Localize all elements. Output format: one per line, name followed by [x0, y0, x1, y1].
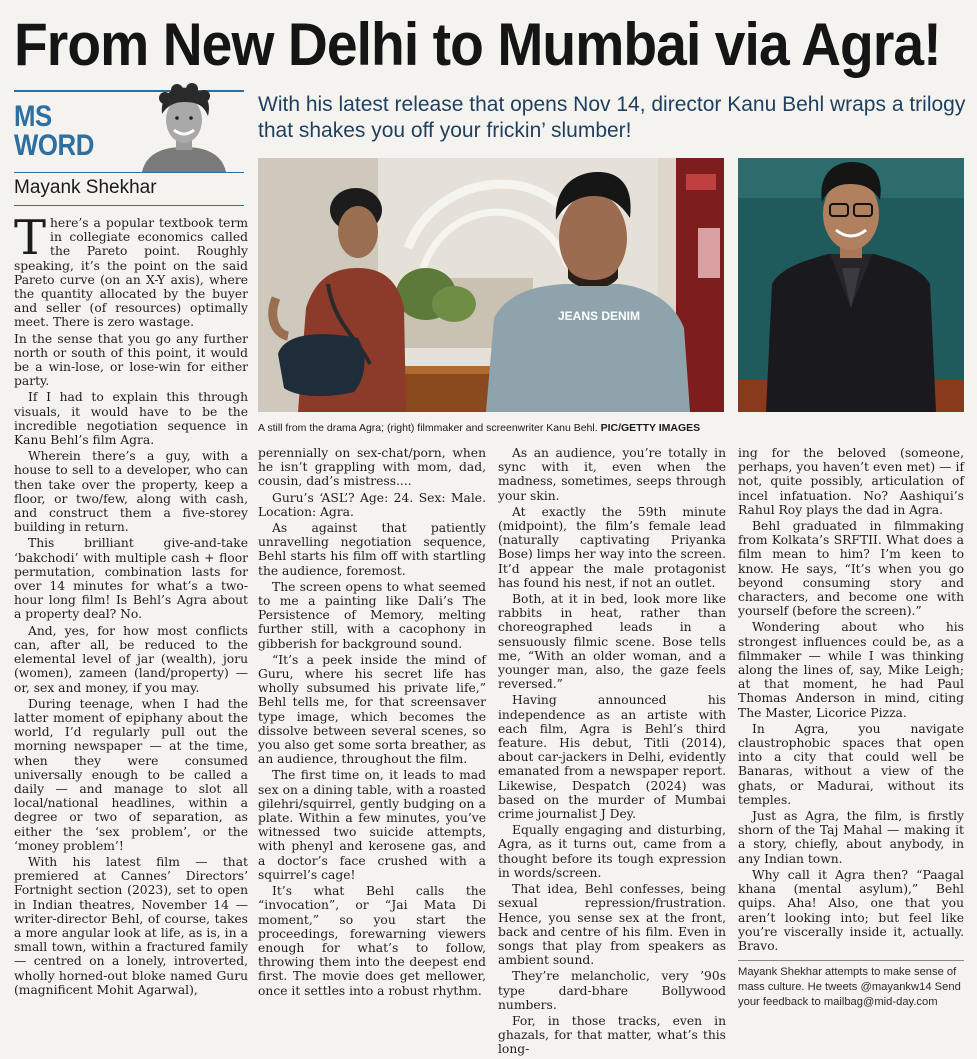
photo-caption — [258, 421, 970, 435]
paragraph: The first time on, it leads to mad sex on a dining table, with a roasted gilehri/squirrel, gently budging on a plate. Within a few minutes, you’ve witnessed two suicide attempts, with phenyl and kerosene gas, and a doctor’s face crushed with a squirrel’s cage! — [258, 768, 486, 882]
headline: From New Delhi to Mumbai via Agra! — [14, 11, 941, 78]
tagline-rule — [738, 960, 964, 961]
author-tagline — [738, 965, 964, 1010]
paragraph: Having announced his independence as an artiste with each film, Agra is Behl’s third feature. His debut, Titli (2014), about car-jackers in Delhi, evidently emanated from a newspaper report. Likewise, Despatch (2024) was based on the murder of Mumbai crime journalist J Dey. — [498, 693, 726, 822]
paragraph: Wondering about who his strongest influences could be, as a filmmaker — while I was thinking along the lines of, say, Mike Leigh; at that moment, he had Paul Thomas Anderson in mind, citing The Master, Licorice Pizza. — [738, 620, 964, 720]
article-column-1 — [14, 210, 248, 999]
paragraph: Equally engaging and disturbing, Agra, as it turns out, came from a thought before its tough expression in words/screen. — [498, 823, 726, 880]
feedback-email[interactable]: mailbag@mid-day.com — [823, 996, 938, 1008]
paragraph: This brilliant give-and-take ‘bakchodi’ with multiple cash + floor permutation, combination lasts for over 14 minutes for what’s a two-hour long film! Is Behl’s Agra about a property deal? No. — [14, 536, 248, 622]
shirt-print-text: JEANS DENIM — [558, 309, 641, 323]
paragraph: “It’s a peek inside the mind of Guru, where his secret life has wholly subsumed his private life,” Behl tells me, for that screensaver type image, which becomes the dissolve between several scenes, so you also get some sorta breather, as an audience, throughout the film. — [258, 652, 486, 767]
paragraph: Guru’s ‘ASL’? Age: 24. Sex: Male. Location: Agra. — [258, 490, 486, 519]
paragraph: It’s what Behl calls the “invocation”, or “Jai Mata Di moment,” so you start the proceedings, forewarning viewers enough for what’s to follow, throwing them into the deepest end first. The movie does get mellower, once it settles into a robust rhythm. — [258, 884, 486, 998]
drop-cap: T — [14, 210, 47, 266]
paragraph: They’re melancholic, very ’90s type dard-bhare Bollywood numbers. — [498, 969, 726, 1012]
article-column-3 — [498, 446, 726, 1059]
twitter-handle[interactable]: @mayankw14 — [860, 981, 932, 993]
article-column-2 — [258, 446, 486, 1000]
paragraph: And, yes, for how most conflicts can, after all, be reduced to the elemental level of jar (wealth), joru (women), zameen (land/property) — or, sex and money, if you may. — [14, 623, 248, 695]
paragraph: That idea, Behl confesses, being sexual repression/frustration. Hence, you sense sex at the front, back and centre of his film. Even in songs that play from speakers as ambient sound. — [498, 882, 726, 968]
paragraph: Just as Agra, the film, is firstly shorn of the Taj Mahal — making it a story, chiefly, about anybody, in any Indian town. — [738, 809, 964, 866]
paragraph: With his latest film — that premiered at Cannes’ Directors’ Fortnight section (2023), set to open in Indian theatres, November 14 — writer-director Behl, of course, takes a more angular look at life, as is, in a small town, within a fractured family — centred on a lonely, introverted, wholly horned-out bloke named Guru (magnificent Mohit Agarwal), — [14, 854, 248, 997]
film-still-photo — [258, 158, 724, 412]
paragraph: Why call it Agra then? “Paagal khana (mental asylum),” Behl quips. Aha! Also, one that you aren’t looking into; but feel like you’re viscerally inside it, actually. Bravo. — [738, 867, 964, 953]
paragraph: There’s a popular textbook term in collegiate economics called the Pareto point. Roughly speaking, it’s the point on the said Pareto curve (on an X-Y axis), where the quantity allocated by the buyer and seller (of resources) optimally meet. There is zero wastage. — [14, 210, 248, 330]
paragraph: If I had to explain this through visuals, it would have to be the incredible negotiation sequence in Kanu Behl’s film Agra. — [14, 390, 248, 448]
column-rule-under — [14, 172, 244, 173]
column-name-line-1: MS — [14, 100, 52, 133]
paragraph: ing for the beloved (someone, perhaps, you haven’t even met) — if not, quite possibly, articulation of incel infatuation. No? Aashiqui’s Rahul Roy plays the dad in Agra. — [738, 446, 964, 517]
paragraph: The screen opens to what seemed to me a painting like Dali’s The Persistence of Memory, melting further still, with a cacophony in gibberish for background sound. — [258, 579, 486, 651]
caption-text: A still from the drama Agra; (right) filmmaker and screenwriter Kanu Behl. — [258, 422, 598, 434]
column-name — [14, 102, 94, 160]
paragraph: Behl graduated in filmmaking from Kolkata’s SRFTII. What does a film mean to him? I’m keen to know. He says, “It’s when you go beyond consuming story and characters, and become one with yourself (before the screen).” — [738, 519, 964, 619]
paragraph: As against that patiently unravelling negotiation sequence, Behl starts his film off with startling the audience, foremost. — [258, 521, 486, 578]
deck: With his latest release that opens Nov 14, director Kanu Behl wraps a trilogy that shakes you off your frickin’ slumber! — [258, 93, 966, 142]
photo-credit: PIC/GETTY IMAGES — [600, 422, 701, 434]
tagline-text: Mayank Shekhar attempts to make sense of mass culture. He tweets — [738, 966, 957, 993]
director-portrait-photo — [738, 158, 964, 412]
byline: Mayank Shekhar — [14, 177, 157, 198]
byline-rule — [14, 205, 244, 206]
article-column-4 — [738, 446, 964, 955]
columnist-portrait — [128, 84, 240, 172]
paragraph: As an audience, you’re totally in sync with it, even when the madness, sometimes, seeps through your skin. — [498, 446, 726, 503]
paragraph: perennially on sex-chat/porn, when he isn’t grappling with mom, dad, cousin, dad’s mistress.... — [258, 446, 486, 489]
paragraph: Wherein there’s a guy, with a house to sell to a developer, who can then take over the property, keep a floor, or two/few, along with cash, and construct them a five-storey building in return. — [14, 449, 248, 535]
paragraph: In Agra, you navigate claustrophobic spaces that open into a city that could well be Banaras, without a view of the ghats, or Madurai, without its temples. — [738, 721, 964, 807]
feedback-text: Send your feedback to — [738, 981, 961, 1008]
paragraph: For, in those tracks, even in ghazals, for that matter, what’s this long- — [498, 1013, 726, 1057]
column-name-line-2: WORD — [14, 129, 94, 162]
paragraph: In the sense that you go any further north or south of this point, it would be a win-lose, or lose-win for either party. — [14, 331, 248, 389]
paragraph: During teenage, when I had the latter moment of epiphany about the world, I’d regularly pull out the morning newspaper — at the time, when they were consumed universally enough to be called a daily — and manage to slot all local/national headlines, within a degree or two of separation, as either the ‘sex problem’, or the ‘money problem’! — [14, 696, 248, 853]
paragraph: At exactly the 59th minute (midpoint), the film’s female lead (naturally captivating Priyanka Bose) limps her way into the screen. It’d appear the male protagonist has found his nest, if not an outlet. — [498, 504, 726, 590]
paragraph: Both, at it in bed, look more like rabbits in heat, rather than choreographed leads in a sensuously filmic scene. Bose tells me, “With an older woman, and a younger man, also, the gaze feels reversed.” — [498, 592, 726, 692]
